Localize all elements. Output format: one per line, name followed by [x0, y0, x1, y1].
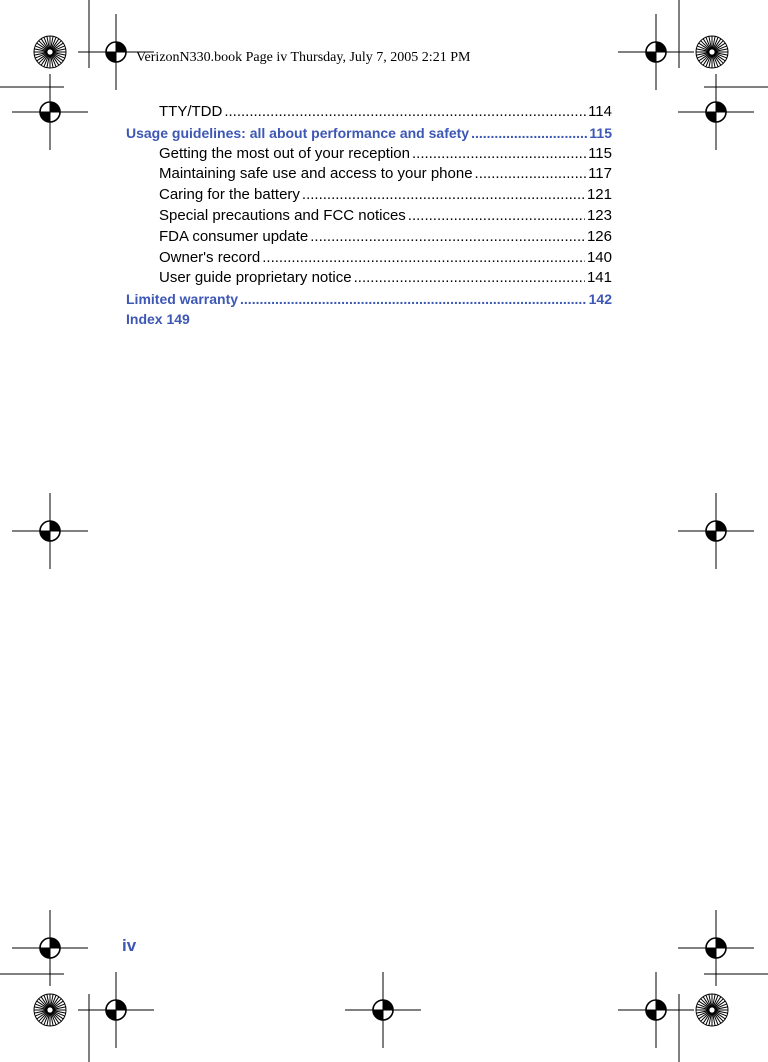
toc-entry-proprietary-notice[interactable]	[126, 268, 612, 289]
toc-entry-page: 140	[586, 248, 612, 266]
corner-rosette-top-left	[34, 36, 66, 68]
crosshair-right-middle	[678, 493, 754, 569]
toc-entry-battery[interactable]	[126, 185, 612, 206]
toc-entry-owners-record[interactable]	[126, 248, 612, 269]
toc-entry-page: 115	[588, 144, 612, 162]
dot-leader	[302, 185, 585, 206]
toc-entry-page: 114	[588, 103, 612, 120]
dot-leader	[354, 268, 585, 289]
toc-entry-fda-update[interactable]	[126, 227, 612, 248]
corner-rosette-top-right	[696, 36, 728, 68]
crosshair-left-middle	[12, 493, 88, 569]
dot-leader	[310, 227, 585, 248]
dot-leader	[224, 102, 586, 123]
toc-entry-title: User guide proprietary notice	[159, 269, 352, 287]
toc-entry-safe-use[interactable]	[126, 164, 612, 185]
toc-entry-title: Special precautions and FCC notices	[159, 206, 406, 224]
crosshair-left-lower	[12, 910, 88, 986]
toc-section-page: 142	[588, 291, 612, 308]
dot-leader	[262, 248, 585, 269]
corner-rosette-bottom-right	[696, 994, 728, 1026]
toc-entry-title: Caring for the battery	[159, 186, 300, 204]
dot-leader	[408, 206, 585, 227]
toc-entry-page: 123	[586, 206, 612, 224]
toc-entry-page: 126	[586, 227, 612, 245]
toc-entry-page: 121	[586, 186, 612, 204]
toc-entry-reception[interactable]	[126, 144, 612, 165]
print-slug-header: VerizonN330.book Page iv Thursday, July 7, 2005 2:21 PM	[136, 50, 471, 65]
crosshair-right-lower	[678, 910, 754, 986]
dot-leader	[471, 123, 587, 144]
toc-entry-title: TTY/TDD	[159, 103, 223, 120]
toc-entry-tty-tdd[interactable]	[126, 102, 612, 123]
toc-section-title: Limited warranty	[126, 291, 239, 308]
toc-entry-title: Getting the most out of your reception	[159, 144, 410, 162]
toc-entry-fcc-notices[interactable]	[126, 206, 612, 227]
crosshair-right-upper	[678, 74, 754, 150]
crosshair-top-right	[618, 14, 694, 90]
toc-entry-title: Owner's record	[159, 248, 261, 266]
dot-leader	[240, 289, 587, 309]
toc-entry-title: Maintaining safe use and access to your phone	[159, 165, 473, 183]
dot-leader	[412, 144, 586, 165]
dot-leader	[475, 164, 587, 185]
toc-entry-title: FDA consumer update	[159, 227, 309, 245]
toc-section-title: Usage guidelines: all about performance and safety	[126, 124, 470, 141]
corner-rosette-bottom-left	[34, 994, 66, 1026]
toc-section-usage-guidelines[interactable]	[126, 123, 612, 144]
toc-section-page: 115	[589, 124, 612, 141]
toc-section-title: Index 149	[126, 311, 190, 328]
crosshair-left-upper	[12, 74, 88, 150]
toc-section-limited-warranty[interactable]	[126, 289, 612, 309]
toc-section-index[interactable]	[126, 309, 612, 329]
table-of-contents	[126, 102, 612, 329]
toc-entry-page: 117	[588, 165, 612, 183]
crosshair-bottom-center	[345, 972, 421, 1048]
page-folio: iv	[122, 936, 137, 955]
crosshair-bottom-right	[618, 972, 694, 1048]
toc-entry-page: 141	[586, 269, 612, 287]
